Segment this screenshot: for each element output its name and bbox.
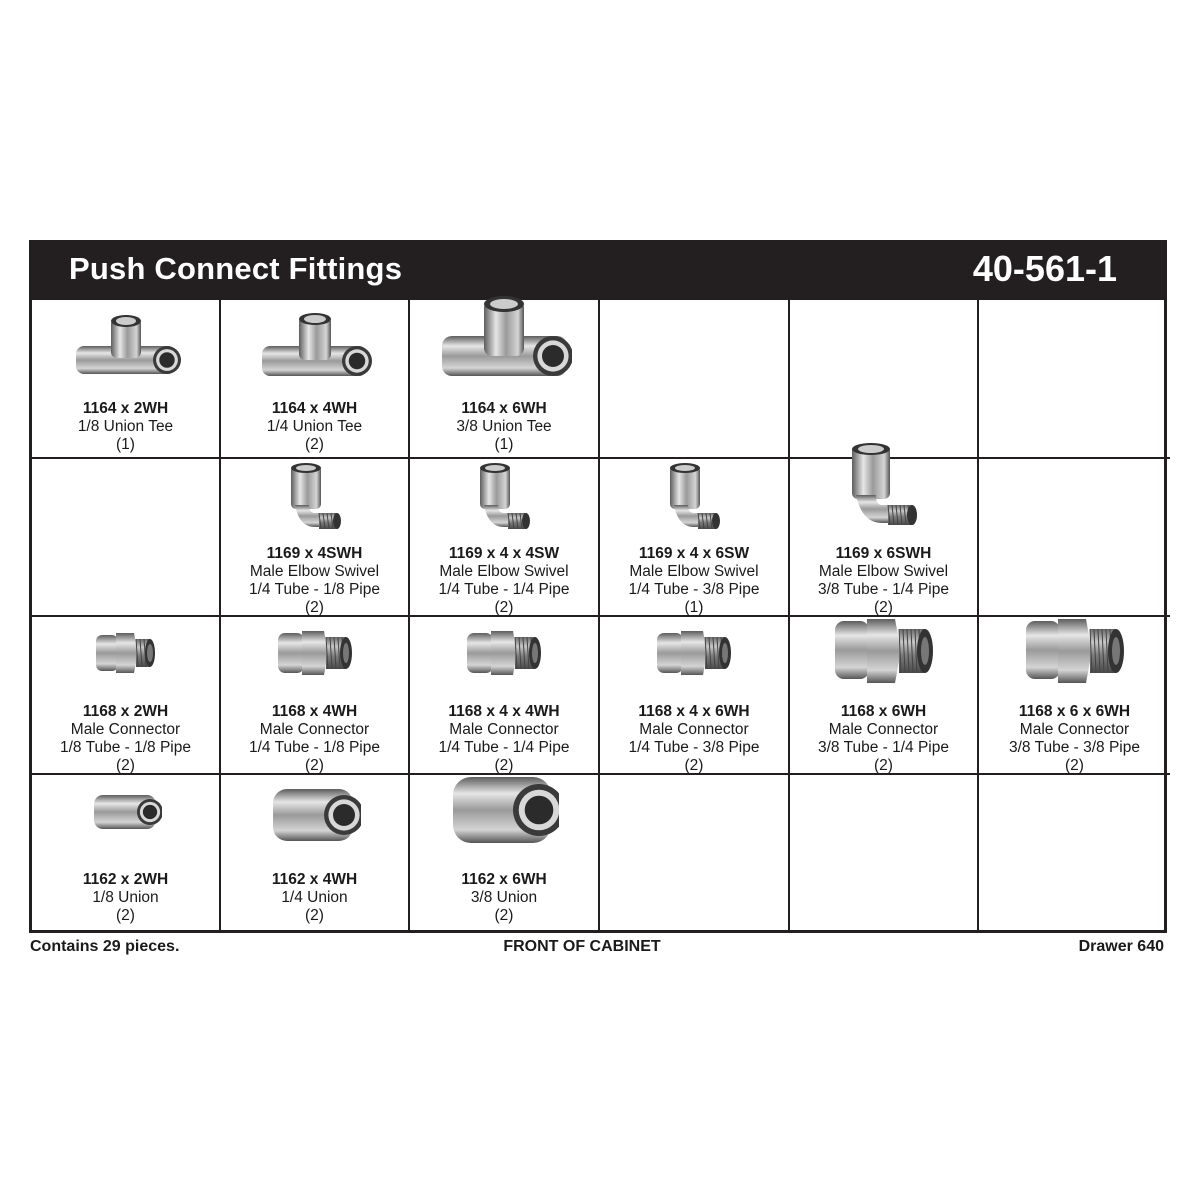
quantity-text: (1) (684, 599, 704, 616)
quantity-text: (2) (494, 907, 514, 924)
compartment (600, 459, 790, 617)
empty-compartment (979, 775, 1170, 930)
quantity-text: (2) (494, 599, 514, 616)
compartment (410, 459, 600, 617)
fitting-label (221, 871, 408, 925)
elbow-small-icon (410, 461, 598, 539)
fitting-description: Male Connector (70, 721, 181, 738)
union-medium-icon (221, 781, 408, 851)
part-number-text: 1162 x 6WH (461, 871, 547, 888)
fitting-description: Male Elbow Swivel (818, 563, 949, 580)
fitting-size: 3/8 Tube - 1/4 Pipe (818, 581, 949, 598)
fitting-size: 1/4 Tube - 1/8 Pipe (249, 581, 380, 598)
quantity-text: (1) (494, 436, 514, 453)
drawer-card (29, 240, 1167, 933)
piece-count: Contains 29 pieces. (30, 938, 180, 955)
part-number-text: 1162 x 4WH (271, 871, 358, 888)
fitting-size: 3/8 Tube - 1/4 Pipe (818, 739, 949, 756)
fitting-description: Male Elbow Swivel (629, 563, 759, 580)
compartment (32, 300, 221, 459)
compartment (790, 459, 979, 617)
footer (29, 938, 1167, 960)
part-number-text: 1169 x 4 x 6SW (638, 545, 750, 562)
fitting-description: 3/8 Union Tee (456, 418, 552, 435)
fitting-description: Male Connector (639, 721, 749, 738)
empty-compartment (32, 459, 221, 617)
part-number-text: 1164 x 6WH (461, 400, 547, 417)
fitting-description: 1/8 Union (92, 889, 159, 906)
quantity-text: (2) (684, 757, 704, 774)
fitting-label (410, 871, 598, 925)
part-number-text: 1168 x 2WH (82, 703, 169, 720)
quantity-text: (2) (305, 436, 324, 453)
compartment-grid (29, 298, 1167, 933)
drawer-number: Drawer 640 (1078, 938, 1164, 955)
part-number-text: 1168 x 4 x 4WH (448, 703, 560, 720)
fitting-description: 1/4 Union Tee (266, 418, 363, 435)
compartment (221, 775, 410, 930)
fitting-description: 3/8 Union (470, 889, 538, 906)
part-number-text: 1169 x 4 x 4SW (448, 545, 560, 562)
union-large-icon (410, 769, 598, 854)
fitting-size: 1/4 Tube - 1/4 Pipe (438, 739, 570, 756)
elbow-small-icon (221, 461, 408, 539)
fitting-label (600, 703, 788, 775)
quantity-text: (2) (1065, 757, 1084, 774)
part-number-text: 1168 x 4WH (271, 703, 358, 720)
empty-compartment (979, 459, 1170, 617)
fitting-label (221, 703, 408, 775)
compartment (221, 459, 410, 617)
connector-small-icon (410, 625, 598, 680)
fitting-description: Male Connector (1019, 721, 1130, 738)
fitting-description: Male Elbow Swivel (249, 563, 380, 580)
fitting-label (600, 545, 788, 617)
fitting-description: Male Elbow Swivel (439, 563, 569, 580)
elbow-large-icon (790, 441, 977, 536)
part-number-text: 1169 x 6SWH (835, 545, 932, 562)
connector-small-icon (221, 625, 408, 680)
quantity-text: (1) (116, 436, 135, 453)
empty-compartment (600, 300, 790, 459)
part-number-text: 1164 x 2WH (82, 400, 169, 417)
union-tee-large-icon (410, 292, 598, 392)
fitting-label (410, 703, 598, 775)
connector-small-icon (600, 625, 788, 680)
fitting-label (979, 703, 1170, 775)
fitting-size: 1/4 Tube - 3/8 Pipe (628, 739, 760, 756)
fitting-label (32, 400, 219, 454)
empty-compartment (600, 775, 790, 930)
connector-xs-icon (32, 627, 219, 679)
fitting-size: 1/4 Tube - 3/8 Pipe (628, 581, 760, 598)
compartment (790, 617, 979, 775)
fitting-size: 1/4 Tube - 1/4 Pipe (438, 581, 570, 598)
connector-large-icon (790, 613, 977, 693)
fitting-description: Male Connector (259, 721, 370, 738)
fitting-description: 1/4 Union (281, 889, 348, 906)
part-number-text: 1168 x 6WH (840, 703, 927, 720)
fitting-description: Male Connector (828, 721, 939, 738)
fitting-size: 1/8 Tube - 1/8 Pipe (60, 739, 191, 756)
part-number-text: 1169 x 4SWH (266, 545, 363, 562)
compartment (979, 617, 1170, 775)
compartment (221, 617, 410, 775)
fitting-label (32, 703, 219, 775)
empty-compartment (979, 300, 1170, 459)
empty-compartment (790, 300, 979, 459)
fitting-label (32, 871, 219, 925)
fitting-label (410, 400, 598, 454)
fitting-label (221, 545, 408, 617)
quantity-text: (2) (305, 907, 324, 924)
compartment (221, 300, 410, 459)
part-number-text: 1168 x 4 x 6WH (638, 703, 750, 720)
fitting-size: 3/8 Tube - 3/8 Pipe (1009, 739, 1140, 756)
header-bar (29, 240, 1167, 298)
compartment (410, 775, 600, 930)
empty-compartment (790, 775, 979, 930)
part-number: 40-561-1 (972, 248, 1117, 289)
union-small-icon (32, 789, 219, 835)
fitting-label (790, 703, 977, 775)
fitting-description: 1/8 Union Tee (77, 418, 174, 435)
quantity-text: (2) (116, 757, 135, 774)
quantity-text: (2) (874, 599, 893, 616)
quantity-text: (2) (305, 599, 324, 616)
connector-large-icon (979, 613, 1170, 693)
card-title: Push Connect Fittings (69, 251, 403, 286)
union-tee-small-icon (32, 312, 219, 384)
part-number-text: 1164 x 4WH (271, 400, 358, 417)
front-of-cabinet-label: FRONT OF CABINET (503, 938, 661, 955)
fitting-label (221, 400, 408, 454)
compartment (32, 775, 221, 930)
quantity-text: (2) (116, 907, 135, 924)
fitting-label (790, 545, 977, 617)
fitting-description: Male Connector (449, 721, 559, 738)
compartment (410, 617, 600, 775)
compartment (600, 617, 790, 775)
part-number-text: 1168 x 6 x 6WH (1018, 703, 1131, 720)
compartment (410, 300, 600, 459)
fitting-label (410, 545, 598, 617)
quantity-text: (2) (305, 757, 324, 774)
quantity-text: (2) (494, 757, 514, 774)
fitting-size: 1/4 Tube - 1/8 Pipe (249, 739, 380, 756)
elbow-small-icon (600, 461, 788, 539)
part-number-text: 1162 x 2WH (82, 871, 169, 888)
compartment (32, 617, 221, 775)
union-tee-medium-icon (221, 310, 408, 388)
quantity-text: (2) (874, 757, 893, 774)
